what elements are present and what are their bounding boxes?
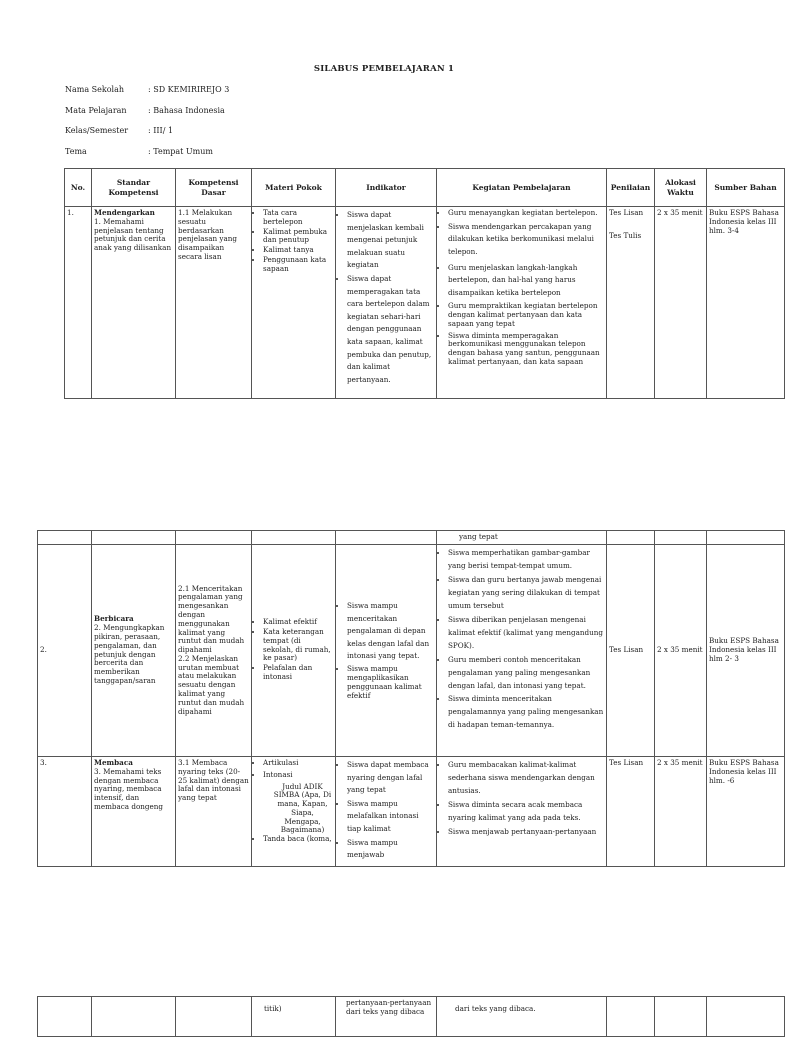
meta-label: Tema (65, 147, 87, 156)
list-item: • Siswa dapat membaca nyaring dengan lafal yang tepat (347, 759, 434, 797)
meta-value: : Tempat Umum (148, 147, 213, 156)
kegiatan-continued: dari teks yang dibaca. (455, 1004, 536, 1013)
cell-materi-pokok (252, 757, 336, 867)
header-standar-kompetensi: Standar Kompetensi (92, 169, 176, 207)
list-item: • Siswa memperhatikan gambar-gambar yang berisi tempat-tempat umum. (448, 547, 604, 573)
cell-no: 2. (38, 545, 92, 757)
indikator-continued: pertanyaan-pertanyaan dari teks yang dibaca (346, 998, 432, 1016)
cell-indikator (336, 545, 437, 757)
table-row (65, 207, 785, 399)
header-indikator: Indikator (336, 169, 437, 207)
list-item: • Siswa mendengarkan percakapan yang dilakukan ketika berkomunikasi melalui telepon. (448, 221, 604, 259)
header-no: No. (65, 169, 92, 207)
document-title: SILABUS PEMBELAJARAN 1 (313, 64, 455, 74)
cell-penilaian (607, 207, 655, 399)
header-kegiatan: Kegiatan Pembelajaran (437, 169, 607, 207)
header-sumber-bahan: Sumber Bahan (707, 169, 785, 207)
sk-title: Berbicara (94, 614, 134, 624)
meta-value: : III/ 1 (148, 126, 174, 135)
materi-detail: Judul ADIK SIMBA (Apa, Di mana, Kapan, Siapa, Mengapa, Bagaimana) (273, 781, 332, 835)
list-item: • Siswa menjawab pertanyaan-pertanyaan (448, 826, 604, 839)
list-item: • Pelafalan dan intonasi (263, 664, 333, 682)
cell-kegiatan (437, 757, 607, 867)
header-penilaian: Penilaian (607, 169, 655, 207)
syllabus-table-1 (64, 168, 785, 399)
cell-kegiatan (437, 545, 607, 757)
list-item: • Kalimat pembuka dan penutup (263, 228, 333, 246)
cell-no: 3. (38, 757, 92, 867)
cell-alokasi-waktu: 2 x 35 menit (655, 757, 707, 867)
list-item: • Siswa mampu mengaplikasikan penggunaan kalimat efektif (347, 664, 434, 700)
meta-value: : SD KEMIRIREJO 3 (148, 85, 230, 94)
cell-indikator (336, 757, 437, 867)
list-item: • Guru menayangkan kegiatan bertelepon. (448, 209, 604, 218)
cell-penilaian: Tes Lisan (607, 545, 655, 757)
cell-kegiatan (437, 997, 607, 1037)
list-item: • Siswa dan guru bertanya jawab mengenai kegiatan yang sering dilakukan di tempat umum tersebut (448, 574, 604, 613)
list-item: • Siswa dapat memperagakan tata cara bertelepon dalam kegiatan sehari-hari dengan penggunaan kata sapaan, kalimat pembuka dan penutup, dan kalimat pertanyaan. (347, 273, 434, 386)
header-kompetensi-dasar: Kompetensi Dasar (176, 169, 252, 207)
list-item: • Guru membacakan kalimat-kalimat sederhana siswa mendengarkan dengan antusias. (448, 759, 604, 798)
list-item: • Kata keterangan tempat (di sekolah, di rumah, ke pasar) (263, 628, 333, 663)
sk-title: Membaca (94, 758, 133, 767)
cell-no: 1. (65, 207, 92, 399)
list-item: • Siswa mampu menjawab (347, 837, 434, 862)
meta-label: Kelas/Semester (65, 126, 129, 135)
table-row (38, 545, 785, 757)
sk-text: 2. Mengungkapkan pikiran, perasaan, pengalaman, dan petunjuk dengan bercerita dan memberikan tanggapan/saran (94, 623, 165, 685)
table-row (38, 997, 785, 1037)
sk-text: 3. Memahami teks dengan membaca nyaring, membaca intensif, dan membaca dongeng (94, 766, 164, 811)
list-item: • Siswa diminta secara acak membaca nyaring kalimat yang ada pada teks. (448, 799, 604, 825)
meta-value: : Bahasa Indonesia (148, 106, 225, 115)
cell-materi-pokok (252, 545, 336, 757)
cell-materi-pokok (252, 997, 336, 1037)
cell-kegiatan (437, 531, 607, 545)
list-item: • Siswa diminta memperagakan berkomunikasi menggunakan telepon dengan bahasa yang santun, penggunaan kalimat pertanyaan, dan kata sapaan (448, 332, 604, 367)
penilaian-2: Tes Tulis (609, 230, 642, 240)
cell-standar-kompetensi (92, 207, 176, 399)
cell-alokasi-waktu: 2 x 35 menit (655, 545, 707, 757)
cell-indikator (336, 997, 437, 1037)
continued-text: yang tepat (459, 532, 498, 541)
table-row (38, 757, 785, 867)
cell-kompetensi-dasar: 3.1 Membaca nyaring teks (20-25 kalimat) dengan lafal dan intonasi yang tepat (176, 757, 252, 867)
list-item: • Kalimat efektif (263, 618, 333, 627)
cell-indikator (336, 207, 437, 399)
list-item: • Guru memberi contoh menceritakan pengalaman yang paling mengesankan dengan lafal, dan intonasi yang tepat. (448, 654, 604, 693)
list-item: • Guru mempraktikan kegiatan bertelepon dengan kalimat pertanyaan dan kata sapaan yang tepat (448, 302, 604, 328)
meta-label: Nama Sekolah (65, 85, 125, 94)
list-item: • Siswa mampu melafalkan intonasi tiap kalimat (347, 798, 434, 836)
cell-sumber-bahan: Buku ESPS Bahasa Indonesia kelas III hlm. 3-4 (707, 207, 785, 399)
list-item: • Siswa diberikan penjelasan mengenai kalimat efektif (kalimat yang mengandung SPOK). (448, 614, 604, 653)
penilaian-1: Tes Lisan (609, 208, 644, 217)
list-item: • Penggunaan kata sapaan (263, 256, 333, 274)
cell-materi-pokok (252, 207, 336, 399)
syllabus-table-3 (37, 996, 785, 1037)
list-item: • Artikulasi (263, 759, 333, 768)
materi-continued: titik) (264, 1004, 282, 1013)
list-item: • Siswa diminta menceritakan pengalamannya yang paling mengesankan di hadapan teman-temannya. (448, 693, 604, 732)
meta-label: Mata Pelajaran (65, 106, 127, 115)
continuation-row (38, 531, 785, 545)
list-item: • Tata cara bertelepon (263, 209, 333, 227)
sk-text: 1. Memahami penjelasan tentang petunjuk dan cerita anak yang dilisankan (94, 216, 172, 253)
cell-kompetensi-dasar: 2.1 Menceritakan pengalaman yang mengesankan dengan menggunakan kalimat yang runtut dan mudah dipahami 2.2 Menjelaskan urutan membuat atau melakukan sesuatu dengan kalimat yang runtut dan mudah dipahami (176, 545, 252, 757)
cell-alokasi-waktu: 2 x 35 menit (655, 207, 707, 399)
list-item: • Siswa dapat menjelaskan kembali mengenai petunjuk melakuan suatu kegiatan (347, 209, 434, 272)
list-item: • Tanda baca (koma, (263, 835, 333, 844)
list-item: • Intonasi (263, 771, 333, 780)
cell-kegiatan (437, 207, 607, 399)
cell-kompetensi-dasar: 1.1 Melakukan sesuatu berdasarkan penjelasan yang disampaikan secara lisan (176, 207, 252, 399)
header-alokasi-waktu: Alokasi Waktu (655, 169, 707, 207)
list-item: • Kalimat tanya (263, 246, 333, 255)
cell-penilaian: Tes Lisan (607, 757, 655, 867)
cell-sumber-bahan: Buku ESPS Bahasa Indonesia kelas III hlm 2- 3 (707, 545, 785, 757)
cell-standar-kompetensi (92, 545, 176, 757)
sk-title: Mendengarkan (94, 208, 155, 217)
list-item: • Siswa mampu menceritakan pengalaman di depan kelas dengan lafal dan intonasi yang tepat. (347, 600, 434, 663)
cell-standar-kompetensi (92, 757, 176, 867)
list-item: • Guru menjelaskan langkah-langkah bertelepon, dan hal-hal yang harus disampaikan ketika bertelepon (448, 262, 604, 300)
cell-sumber-bahan: Buku ESPS Bahasa Indonesia kelas III hlm. -6 (707, 757, 785, 867)
header-materi-pokok: Materi Pokok (252, 169, 336, 207)
header-row (65, 169, 785, 207)
syllabus-table-2 (37, 530, 785, 867)
